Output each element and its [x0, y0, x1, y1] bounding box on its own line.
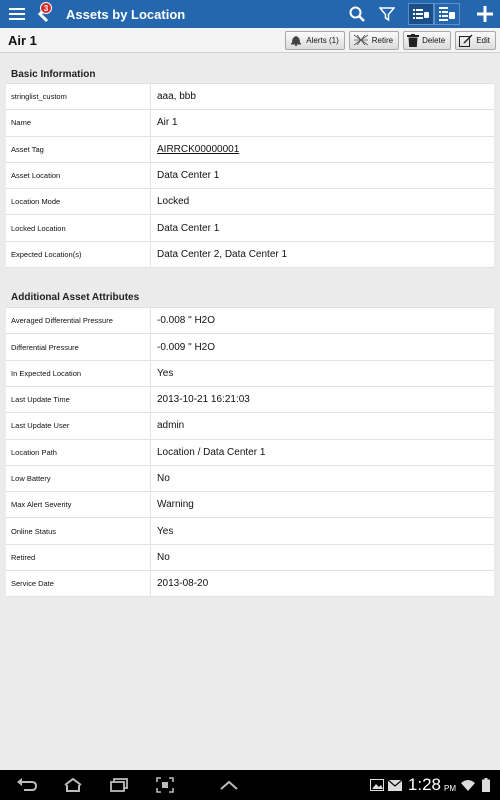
asset-title-bar	[0, 28, 500, 53]
nav-back-button[interactable]	[4, 770, 50, 800]
field-label: Retired	[6, 545, 151, 570]
clock-ampm: PM	[444, 783, 456, 793]
field-label: In Expected Location	[6, 361, 151, 386]
additional-attributes-heading: Additional Asset Attributes	[11, 292, 140, 304]
view-toggle	[408, 3, 460, 25]
table-row	[6, 413, 494, 439]
screenshot-button[interactable]	[142, 770, 188, 800]
field-value: Air 1	[157, 117, 178, 129]
field-label: Asset Tag	[6, 137, 151, 162]
field-value: Locked	[157, 196, 190, 208]
field-value: Data Center 1	[157, 170, 220, 182]
table-row	[6, 308, 494, 334]
trash-icon	[407, 34, 419, 47]
alerts-button[interactable]	[285, 31, 344, 50]
additional-attributes-table	[6, 307, 494, 597]
table-row	[6, 215, 494, 241]
field-value: Data Center 2, Data Center 1	[157, 248, 288, 260]
recent-apps-icon	[109, 778, 129, 792]
field-label: Last Update User	[6, 413, 151, 438]
nav-back-icon	[16, 778, 38, 792]
table-row	[6, 492, 494, 518]
asset-name: Air 1	[8, 32, 37, 48]
table-row	[6, 163, 494, 189]
field-value: Yes	[157, 367, 174, 379]
alerts-label: Alerts (1)	[306, 35, 339, 45]
asset-details	[6, 53, 494, 597]
retire-button[interactable]	[349, 31, 399, 50]
asset-tag-link[interactable]: AIRRCK00000001	[157, 143, 240, 155]
field-value: Warning	[157, 499, 194, 511]
field-label: Asset Location	[6, 163, 151, 188]
edit-label: Edit	[476, 35, 490, 45]
table-row	[6, 110, 494, 136]
table-row	[6, 189, 494, 215]
field-label: Location Path	[6, 440, 151, 465]
field-value: admin	[157, 420, 185, 432]
table-row	[6, 387, 494, 413]
field-value: aaa, bbb	[157, 91, 196, 103]
search-button[interactable]	[342, 0, 372, 28]
home-icon	[61, 778, 85, 792]
field-value: -0.008 " H2O	[157, 315, 216, 327]
screenshot-icon	[156, 777, 174, 793]
delete-label: Delete	[422, 35, 446, 45]
menu-icon[interactable]	[4, 0, 30, 28]
wifi-icon	[460, 770, 476, 800]
table-row	[6, 137, 494, 163]
field-value: 2013-10-21 16:21:03	[157, 394, 250, 406]
filter-button[interactable]	[372, 0, 402, 28]
nav-recent-apps-button[interactable]	[96, 770, 142, 800]
delete-button[interactable]	[403, 31, 451, 50]
table-row	[6, 334, 494, 360]
table-row	[6, 361, 494, 387]
field-label: Low Battery	[6, 466, 151, 491]
field-value: Yes	[157, 525, 174, 537]
table-row	[6, 242, 494, 268]
page-title: Assets by Location	[66, 6, 186, 22]
gallery-notification-icon	[369, 770, 385, 800]
edit-icon	[459, 34, 473, 47]
basic-info-heading: Basic Information	[11, 69, 96, 80]
retire-icon	[353, 34, 369, 46]
system-navigation-bar	[0, 770, 500, 800]
field-label: Service Date	[6, 571, 151, 596]
field-label: Max Alert Severity	[6, 492, 151, 517]
detail-view-button[interactable]	[434, 3, 460, 25]
chevron-up-icon	[220, 780, 238, 790]
plus-icon	[477, 6, 493, 22]
field-value: 2013-08-20	[157, 578, 209, 590]
field-label: Averaged Differential Pressure	[6, 308, 151, 333]
table-row	[6, 571, 494, 597]
field-value: -0.009 " H2O	[157, 341, 216, 353]
back-button[interactable]	[30, 0, 56, 28]
field-value: No	[157, 473, 170, 484]
retire-label: Retire	[371, 35, 394, 45]
nav-up-button[interactable]	[206, 770, 252, 800]
table-row	[6, 518, 494, 544]
list-view-icon	[413, 8, 429, 20]
add-button[interactable]	[470, 0, 500, 28]
app-bar	[0, 0, 500, 28]
field-value: Location / Data Center 1	[157, 446, 266, 458]
list-view-button[interactable]	[408, 3, 434, 25]
search-icon	[349, 6, 365, 22]
field-value: Data Center 1	[157, 222, 220, 234]
field-label: Locked Location	[6, 215, 151, 240]
field-label: Location Mode	[6, 189, 151, 214]
filter-icon	[379, 6, 395, 22]
table-row	[6, 545, 494, 571]
field-label: stringlist_custom	[6, 84, 151, 109]
email-notification-icon	[387, 770, 403, 800]
field-label: Online Status	[6, 518, 151, 543]
field-label: Name	[6, 110, 151, 135]
field-label: Expected Location(s)	[6, 242, 151, 267]
table-row	[6, 466, 494, 492]
table-row	[6, 440, 494, 466]
battery-icon	[478, 770, 494, 800]
clock-time: 1:28	[407, 775, 441, 794]
notification-badge: 3	[40, 2, 52, 14]
table-row	[6, 84, 494, 110]
field-label: Differential Pressure	[6, 334, 151, 359]
field-label: Last Update Time	[6, 387, 151, 412]
nav-home-button[interactable]	[50, 770, 96, 800]
field-value: No	[157, 551, 170, 563]
alert-bell-icon	[289, 34, 303, 46]
detail-view-icon	[439, 7, 455, 21]
edit-button[interactable]	[455, 31, 496, 50]
basic-info-table	[6, 83, 494, 268]
